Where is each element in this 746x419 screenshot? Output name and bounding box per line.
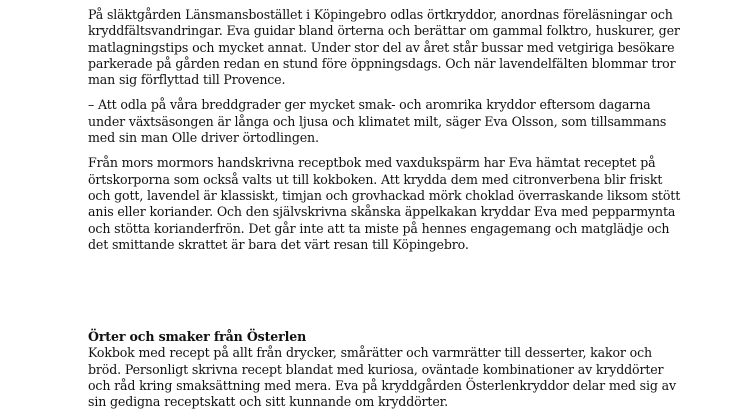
article-paragraph-quote: – Att odla på våra breddgrader ger mycket smak- och aromrika kryddor eftersom dagarna under växtsäsongen är långa och ljusa och klimatet milt, säger Eva Olsson, som tillsammans med sin man Olle driver örtodlingen. xyxy=(88,97,667,146)
book-description: Kokbok med recept på allt från drycker, smårätter och varmrätter till desserter, kakor och bröd. Personligt skrivna recept blandat med kuriosa, oväntade kombinationer av kryddörter och råd kring smaksättning med mera. Eva på kryddgården Österlenkryddor delar med sig av sin gedigna receptskatt och sitt kunnande om kryddörter. xyxy=(88,345,676,410)
book-section xyxy=(88,329,688,410)
article-body xyxy=(88,7,688,253)
article-paragraph-intro: På släktgården Länsmansbostället i Köpingebro odlas örtkryddor, anordnas föreläsningar och kryddfältsvandringar. Eva guidar bland örterna och berättar om gammal folktro, huskurer, ger matlagningstips och mycket annat. Under stor del av året står bussar med vetgiriga besökare parkerade på gården redan en stund före öppningsdags. Och när lavendelfälten blommar tror man sig förflyttad till Provence. xyxy=(88,7,680,88)
article-paragraph-recipes: Från mors mormors handskrivna receptbok med vaxdukspärm har Eva hämtat receptet på örtskorporna som också valts ut till kokboken. Att krydda dem med citronverbena blir friskt och gott, lavendel är klassiskt, timjan och grovhackad mörk choklad överraskande liksom stött anis eller koriander. Och den självskrivna skånska äppelkakan kryddar Eva med pepparmynta och stötta korianderfrön. Det går inte att ta miste på hennes engagemang och matglädje och det smittande skrattet är bara det värt resan till Köpingebro. xyxy=(88,155,681,252)
book-title: Örter och smaker från Österlen xyxy=(88,329,307,344)
